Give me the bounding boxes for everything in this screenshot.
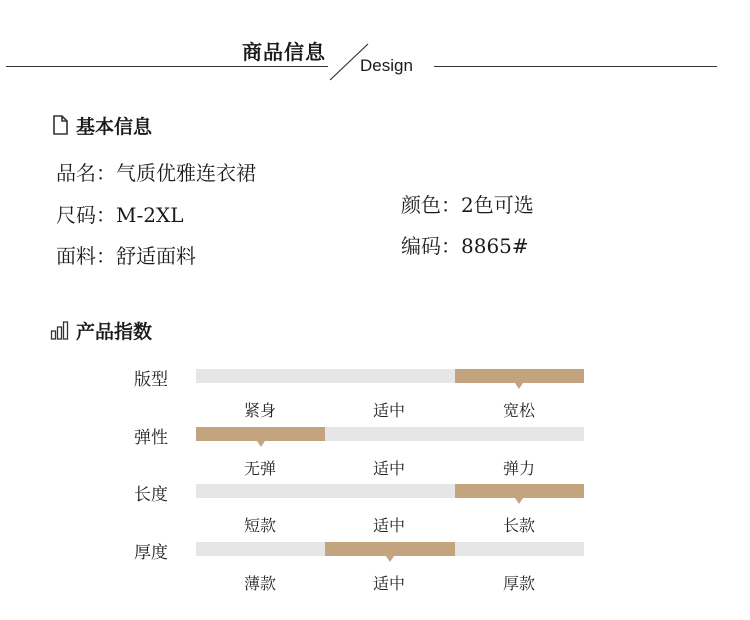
index-track [196,369,584,383]
index-tick-label: 适中 [372,458,405,478]
index-row-label: 长度 [134,485,168,505]
index-row-label: 厚度 [134,542,168,563]
index-tick-label: 长款 [502,516,535,535]
index-tick-label: 弹力 [502,458,535,478]
index-selected-segment [325,542,454,556]
index-pointer-icon [386,556,394,562]
index-selected-segment [455,484,584,498]
index-track [196,484,584,498]
index-tick-label: 适中 [372,516,405,535]
info-size: 尺码：M-2XL [56,203,184,227]
index-row-label: 版型 [134,370,168,390]
info-color: 颜色：2色可选 [401,193,534,217]
index-tick-label: 适中 [372,573,405,593]
index-tick-label: 紧身 [243,401,276,420]
info-fabric: 面料：舒适面料 [56,244,196,268]
header-rule-left [6,66,328,67]
index-tick-label: 宽松 [502,401,535,420]
index-tick-label: 适中 [372,401,405,420]
page-subtitle: Design [360,56,413,75]
product-index-label: 产品指数 [76,320,153,343]
index-selected-segment [196,427,325,441]
basic-info-label: 基本信息 [76,115,153,138]
info-product-name: 品名：气质优雅连衣裙 [56,161,256,185]
index-tick-label: 短款 [243,516,276,535]
info-code: 编码：8865# [401,234,529,258]
index-track [196,427,584,441]
index-tick-label: 薄款 [243,573,276,593]
bar-chart-icon [50,319,70,341]
index-pointer-icon [515,498,523,504]
index-pointer-icon [515,383,523,389]
index-selected-segment [455,369,584,383]
index-tick-label: 厚款 [502,573,535,593]
product-index-heading [50,318,152,342]
basic-info-heading [50,113,152,137]
index-row-label: 弹性 [134,427,168,448]
document-icon [50,114,70,136]
index-track [196,542,584,556]
header-rule-right [434,66,717,67]
index-tick-label: 无弹 [243,458,276,478]
index-pointer-icon [257,441,265,447]
page-title: 商品信息 [242,40,326,64]
